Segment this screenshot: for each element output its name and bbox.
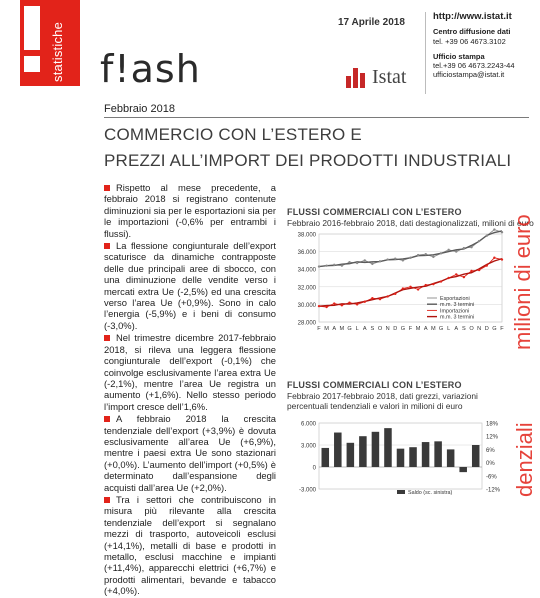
chart2-subtitle: Febbraio 2017-febbraio 2018, dati grezzi, variazioni percentuali tendenziali e valori in milioni di euro [287,391,478,411]
flash-wordmark: f!ash [100,47,201,91]
chart1-xtick-label: O [469,326,474,332]
chart2-title: FLUSSI COMMERCIALI CON L’ESTERO [287,380,462,390]
chart2-ytick-label: 6.000 [300,421,316,428]
chart1-point [379,260,381,262]
chart1-point [432,256,434,258]
logo-exclamation-bar [24,6,40,50]
chart1-xtick-label: M [324,326,329,332]
chart1-xtick-label: F [317,326,321,332]
contact2-label: Ufficio stampa [433,51,485,61]
chart2-y2tick-label: -12% [486,487,501,494]
chart1-legend-label: Importazioni [440,308,470,315]
chart2-bar [422,442,430,467]
chart1-point [463,276,465,278]
chart1-xtick-label: A [362,326,367,332]
chart1-xtick-label: A [454,326,459,332]
chart1-point [455,250,457,252]
chart1-point [402,287,404,289]
chart1-point [371,263,373,265]
chart1-ytick-label: 28.000 [297,320,316,327]
chart1-point [417,254,419,256]
header-divider [425,12,426,94]
chart1-xtick-label: D [484,326,489,332]
chart2-y2tick-label: 18% [486,421,499,428]
chart2-bar [397,449,405,467]
chart2-bar [384,428,392,467]
chart1-point [447,249,449,251]
chart1-ytick-label: 36.000 [297,250,316,257]
chart1-point [348,261,350,263]
chart2-legend-swatch [397,490,405,494]
paragraph: Nel trimestre dicembre 2017-febbraio 2018, si rileva una leggera flessione congiunturale dell’export (-0,1%) che coinvolge esclusivamente l’area extra Ue (-2,1%), mentre l’area Ue registra un aumento (+1,6%). Nello stesso periodo l’import cresce dell’1,6%. [104,332,276,412]
chart2-bar [434,441,442,467]
chart1-point [348,301,350,303]
chart1-xtick-label: L [355,326,359,332]
chart1-point [493,228,495,230]
contact1-phone: tel. +39 06 4673.3102 [433,36,506,46]
chart1-xtick-label: G [438,326,444,332]
chart1-xtick-label: S [370,326,375,332]
contact2-phone: tel.+39 06 4673.2243-44 [433,61,515,71]
chart1-point [325,306,327,308]
chart1-legend-label: m.m. 3 termini [440,314,475,321]
chart2-bar [322,448,330,467]
chart1-point [341,264,343,266]
chart1-point [470,246,472,248]
chart1-line-chart [287,228,512,340]
chart1-xtick-label: G [347,326,352,332]
chart1-ytick-label: 34.000 [297,267,316,274]
chart1-point [409,286,411,288]
chart2-legend-label: Saldo (sc. sinistra) [408,490,453,496]
chart1-plot-area [319,234,502,322]
statistiche-logo [20,0,80,86]
chart1-point [440,252,442,254]
chart1-side-label: milioni di euro [510,214,535,350]
chart1-point [425,284,427,286]
chart1-xtick-label: O [377,326,383,332]
chart1-point [318,305,320,307]
chart1-subtitle: Febbraio 2016-febbraio 2018, dati destagionalizzati, milioni di euro [287,218,534,228]
chart2-ytick-label: 3.000 [300,443,316,450]
logo-exclamation-dot [24,56,40,72]
chart1-legend-label: m.m. 3 termini [440,302,475,309]
chart2-ytick-label: -3.000 [298,487,316,494]
logo-vertical-text: statistiche [50,21,65,82]
chart1-point [447,277,449,279]
chart1-point [493,257,495,259]
chart2-bar-chart [287,417,512,497]
reference-period: Febbraio 2018 [104,103,175,115]
chart1-point [402,259,404,261]
chart1-xtick-label: G [492,326,497,332]
chart1-point [333,302,335,304]
chart1-point [417,288,419,290]
chart1-point [501,258,503,260]
chart1-point [386,258,388,260]
chart1-point [356,303,358,305]
contact2-email[interactable]: ufficiostampa@istat.it [433,70,505,80]
chart1-point [394,257,396,259]
chart1-point [394,293,396,295]
chart2-bar [459,467,467,472]
chart1-xtick-label: M [339,326,345,332]
contact-panel [433,12,538,80]
chart2-bar [447,449,455,467]
chart1-point [341,304,343,306]
chart1-point [463,247,465,249]
chart2-y2tick-label: -6% [486,474,497,481]
chart1-point [478,240,480,242]
title-line-2: PREZZI ALL’IMPORT DEI PRODOTTI INDUSTRIALI [104,151,512,170]
chart1-point [440,280,442,282]
chart2-bar [347,443,355,467]
chart1-xtick-label: A [332,326,337,332]
paragraph: Rispetto al mese precedente, a febbraio 2018 si registrano contenute diminuzioni sia per le esportazioni sia per le importazioni (-0,6% per entrambi i flussi). [104,182,276,239]
chart1-xtick-label: N [477,326,482,332]
chart1-point [501,231,503,233]
chart1-xtick-label: G [400,326,406,332]
chart1-xtick-label: N [385,326,390,332]
chart1-point [356,262,358,264]
chart2-bar [409,447,417,467]
chart1-point [379,298,381,300]
chart2-bar [334,433,342,467]
chart1-point [432,283,434,285]
paragraph: La flessione congiunturale dell’export scaturisce da dinamiche contrapposte delle due principali aree di sbocco, con una diminuzione delle vendite verso i mercati extra Ue (-2,5%) ed una crescita verso l’area Ue (+0,9%). Sono in calo l’energia (-5,9%) e i beni di consumo (-3,0%). [104,240,276,331]
chart1-point [486,235,488,237]
chart1-point [325,264,327,266]
chart1-point [470,270,472,272]
chart1-legend-label: Esportazioni [440,296,470,302]
document-title [104,122,534,174]
chart1-xtick-label: D [393,326,398,332]
bullet-icon [104,185,110,191]
chart1-xtick-label: M [415,326,421,332]
chart2-y2tick-label: 6% [486,447,495,454]
istat-logo-name: Istat [372,66,407,88]
chart1-ytick-label: 38.000 [297,232,316,239]
chart1-xtick-label: A [423,326,428,332]
chart1-point [455,273,457,275]
title-line-1: COMMERCIO CON L’ESTERO E [104,125,362,144]
chart1-xtick-label: F [408,326,413,332]
contact1-label: Centro diffusione dati [433,27,511,37]
chart2-side-label: denziali [512,422,537,497]
paragraph: Tra i settori che contribuiscono in misura più rilevante alla crescita tendenziale dell’export si segnalano mezzi di trasporto, autoveicoli esclusi (+14,1%), metalli di base e prodotti in metallo, esclusi macchine e impianti (+11,4%), apparecchi elettrici (+6,7%) e prodotti alimentari, bevande e tabacco (+4,0%). [104,493,276,597]
title-rule [104,117,529,118]
chart1-xtick-label: S [462,326,466,332]
chart1-point [486,264,488,266]
chart1-xtick-label: F [500,326,504,332]
chart2-y2tick-label: 12% [486,434,499,441]
text-column [104,182,276,598]
chart1-ytick-label: 30.000 [297,302,316,309]
website-link[interactable]: http://www.istat.it [433,11,512,22]
bullet-icon [104,416,110,422]
chart1-point [318,265,320,267]
chart1-xtick-label: L [447,326,451,332]
bullet-icon [104,497,110,503]
istat-logo-bars-icon [346,68,366,88]
chart1-point [409,257,411,259]
chart2-bar [472,445,480,467]
chart1-point [364,301,366,303]
chart1-point [478,269,480,271]
chart1-title: FLUSSI COMMERCIALI CON L’ESTERO [287,207,462,217]
chart1-point [425,253,427,255]
bullet-icon [104,335,110,341]
chart1-point [371,297,373,299]
release-date: 17 Aprile 2018 [338,17,405,28]
chart2-y2tick-label: 0% [486,461,495,468]
chart1-ytick-label: 32.000 [297,285,316,292]
paragraph: A febbraio 2018 la crescita tendenziale dell’export (+3,9%) è dovuta esclusivamente all’area Ue (+6,9%), mentre i paesi extra Ue sono stazionari (+0,0%). L’aumento dell’import (+0,5%) è determinato dall’espansione degli acquisti dall’area Ue (+2,0%). [104,413,276,493]
chart1-point [333,264,335,266]
chart1-point [386,295,388,297]
chart2-bar [372,432,380,467]
chart1-point [364,259,366,261]
chart2-bar [359,436,367,467]
bullet-icon [104,243,110,249]
chart1-xtick-label: M [431,326,436,332]
chart2-ytick-label: 0 [312,465,316,472]
